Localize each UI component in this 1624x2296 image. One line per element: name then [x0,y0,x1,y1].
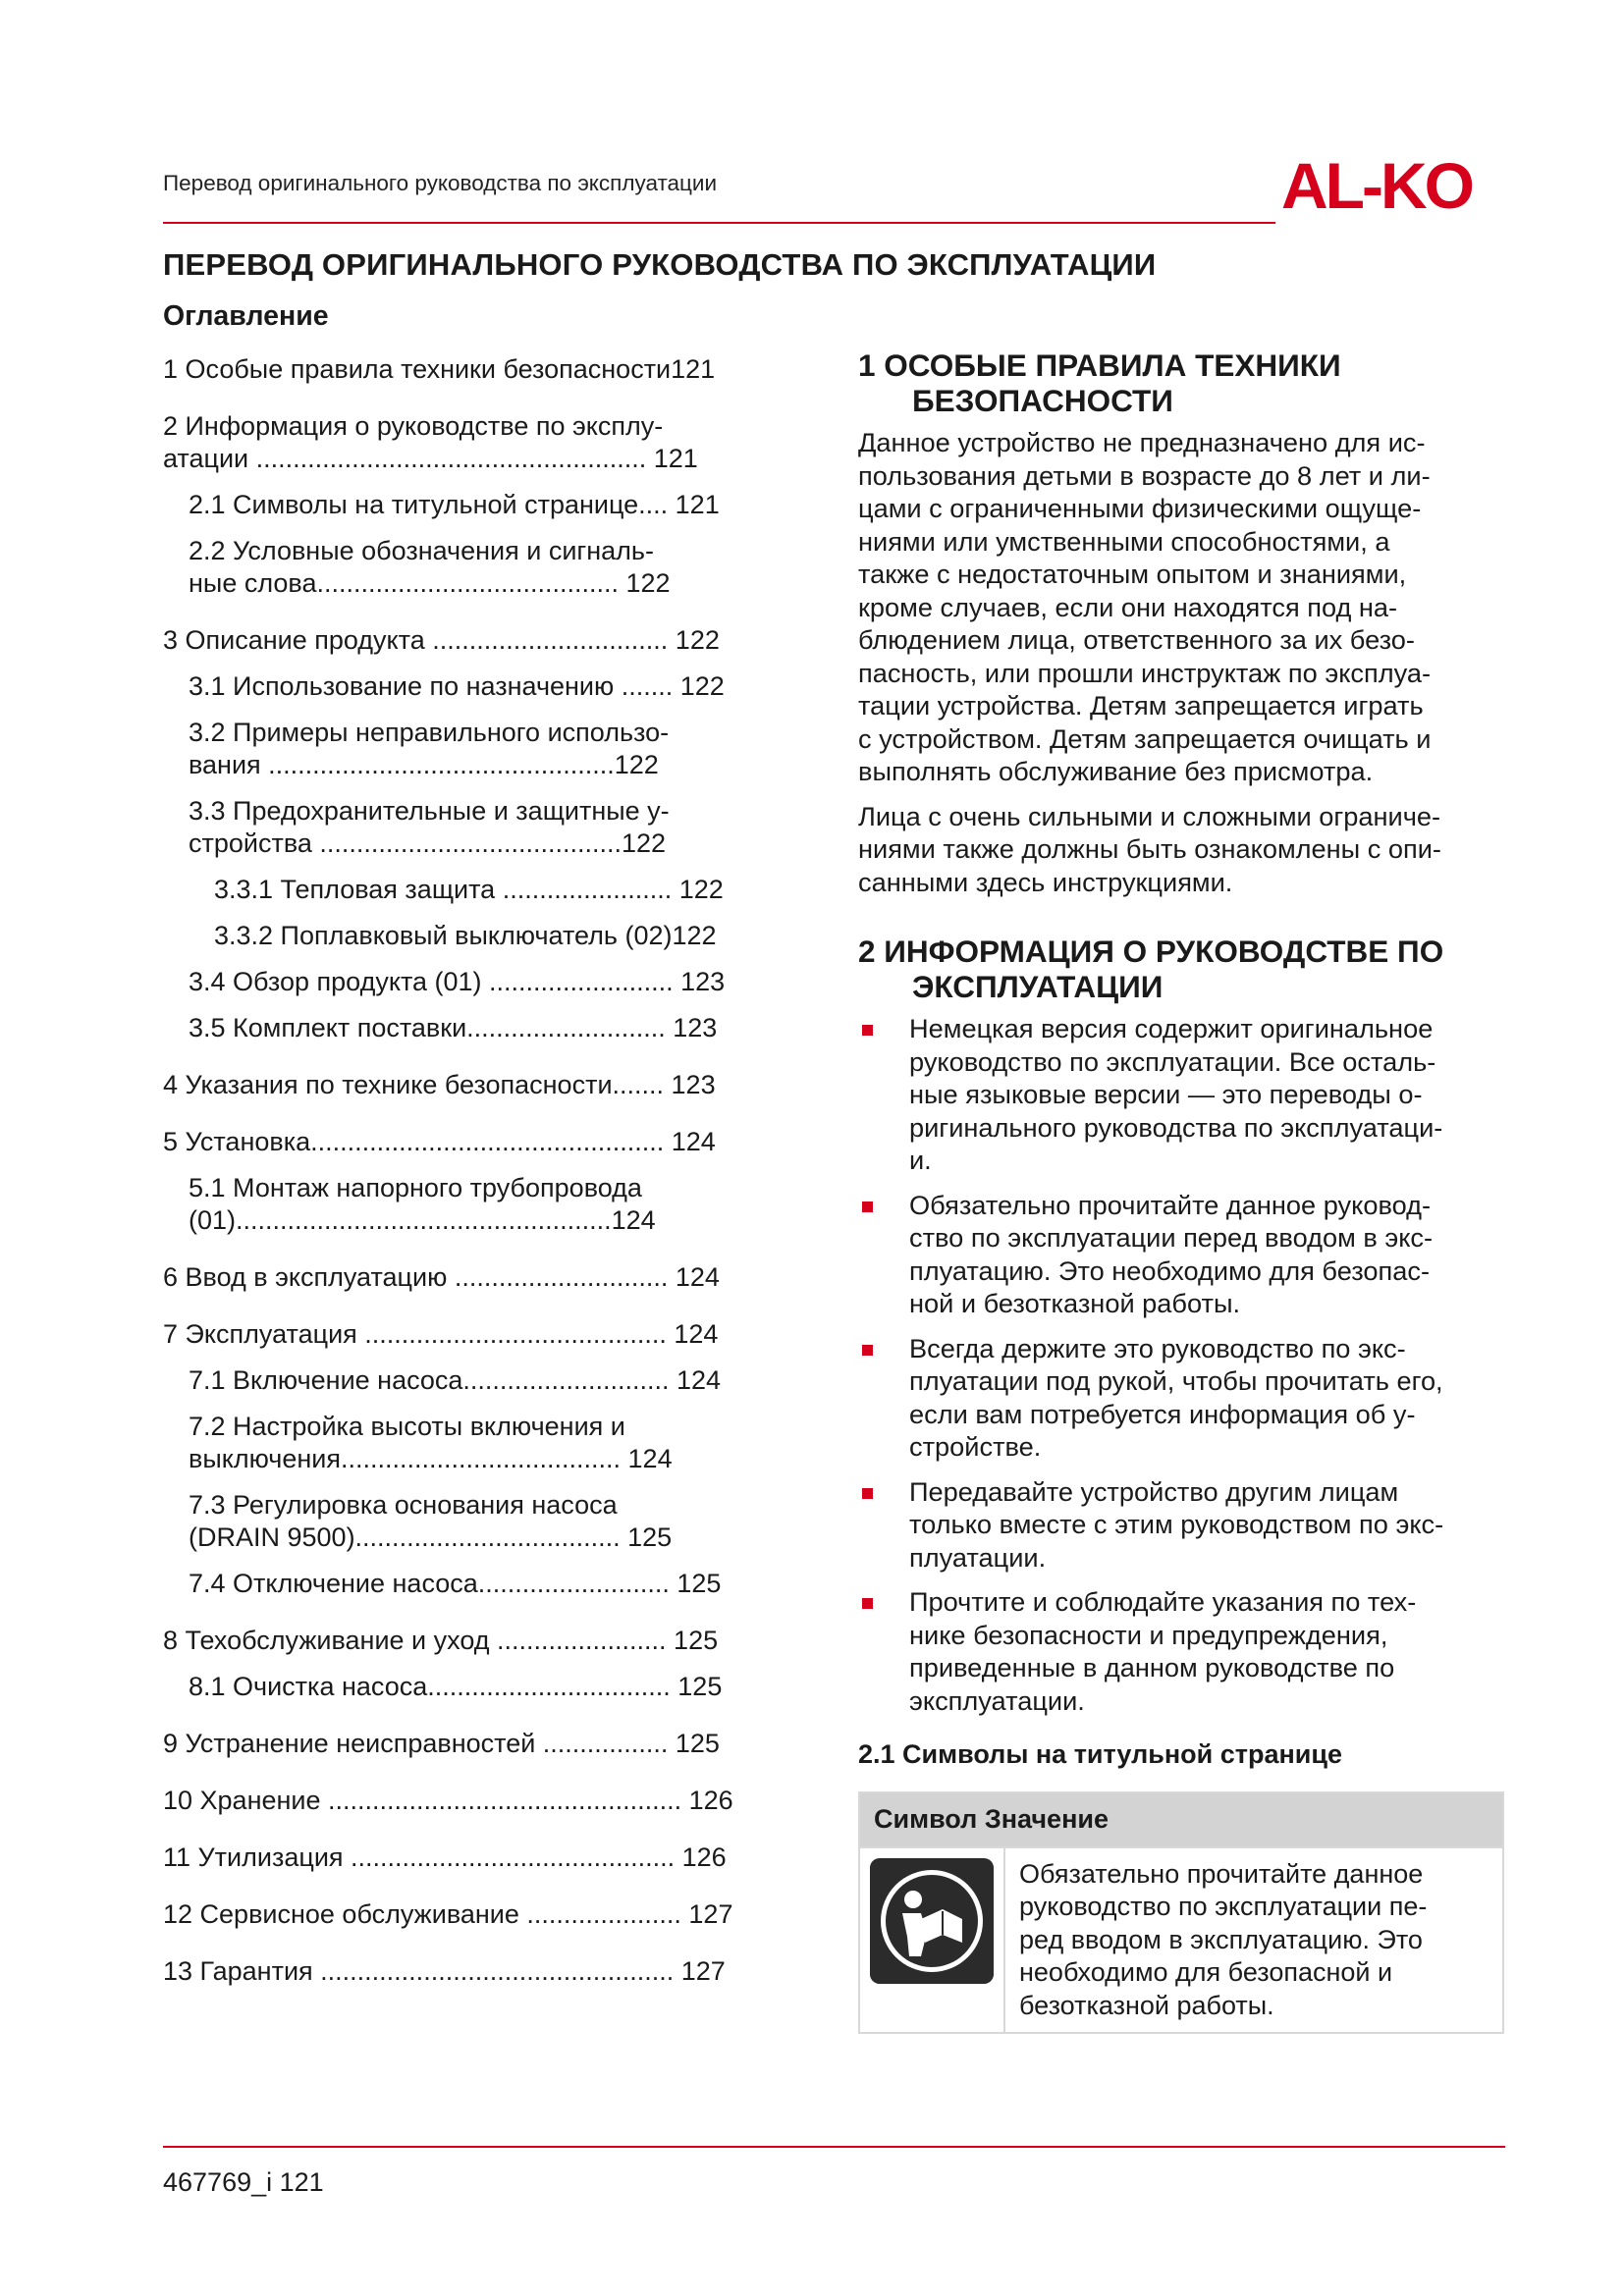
header-subtitle: Перевод оригинального руководства по эксплуатации [163,171,718,195]
section-1-heading: 1 ОСОБЫЕ ПРАВИЛА ТЕХНИКИ БЕЗОПАСНОСТИ [858,347,1341,418]
list-item: Передавайте устройство другим лицам только вместе с этим руководством по экс- плуатации. [858,1475,1506,1575]
section-2-heading: 2 ИНФОРМАЦИЯ О РУКОВОДСТВЕ ПО ЭКСПЛУАТАЦИИ [858,934,1444,1004]
list-item: Всегда держите это руководство по экс- плуатации под рукой, чтобы прочитать его, если вам потребуется информация об у- стройстве. [858,1332,1506,1464]
bullet-icon [862,1598,873,1609]
list-item: Прочтите и соблюдайте указания по тех- нике безопасности и предупреждения, приведенные в данном руководстве по эксплуатации. [858,1585,1506,1717]
symbols-table [858,1791,1504,2035]
toc-entry[interactable]: 6 Ввод в эксплуатацию ............................. 124 [163,1262,720,1292]
toc-entry[interactable]: 2.1 Символы на титульной странице.... 121 [189,490,720,519]
toc-title: Оглавление [163,300,329,332]
toc-entry[interactable]: 3.3.1 Тепловая защита ....................... 122 [214,875,724,904]
toc-entry[interactable]: 3.5 Комплект поставки........................... 123 [189,1013,718,1042]
table-header-row [859,1792,1503,1847]
table-of-contents [163,353,821,1988]
toc-entry[interactable]: 3.4 Обзор продукта (01) ......................... 123 [189,967,726,996]
toc-entry[interactable]: 9 Устранение неисправностей ................. 125 [163,1729,720,1758]
meaning-cell: Обязательно прочитайте данное руководство по эксплуатации пе- ред вводом в эксплуатацию. Это необходимо для безопасной и безотказной работы. [1004,1847,1503,2034]
toc-entry[interactable]: 3.3.2 Поплавковый выключатель (02)122 [214,921,717,950]
right-column [858,347,1506,2034]
toc-entry[interactable]: 2 Информация о руководстве по эксплу- атации ..................................................... 121 [163,411,698,473]
svg-text:AL-KO: AL-KO [1281,155,1472,218]
toc-entry[interactable]: 5 Установка................................................ 124 [163,1127,716,1156]
toc-entry[interactable]: 7.1 Включение насоса............................ 124 [189,1365,722,1395]
toc-entry[interactable]: 1 Особые правила техники безопасности121 [163,354,716,384]
list-item: Немецкая версия содержит оригинальное руководство по эксплуатации. Все осталь- ные языковые версии — это переводы о- ригинального руководства по эксплуатаци- и. [858,1012,1506,1177]
footer-doc-number: 467769_i 121 [163,2167,324,2197]
toc-entry[interactable]: 7.2 Настройка высоты включения и выключения...................................... 124 [189,1412,673,1473]
table-header: Символ Значение [859,1792,1503,1847]
toc-entry[interactable]: 4 Указания по технике безопасности....... 123 [163,1070,716,1099]
toc-entry[interactable]: 7.3 Регулировка основания насоса (DRAIN 9500).................................... 125 [189,1490,673,1552]
header-divider [163,222,1275,224]
toc-entry[interactable]: 5.1 Монтаж напорного трубопровода (01)...................................................124 [189,1173,656,1235]
toc-entry[interactable]: 3.3 Предохранительные и защитные у- стройства .........................................122 [189,796,670,858]
bullet-icon [862,1345,873,1356]
toc-entry[interactable]: 3 Описание продукта ................................ 122 [163,625,720,655]
section-1-paragraph-2: Лица с очень сильными и сложными ограниче- ниями также должны быть ознакомлены с опи- санными здесь инструкциями. [858,800,1441,897]
bullet-icon [862,1488,873,1499]
section-2-1-heading: 2.1 Символы на титульной странице [858,1739,1343,1769]
toc-entry[interactable]: 3.1 Использование по назначению ....... 122 [189,671,725,701]
bullet-icon [862,1201,873,1212]
footer-divider [163,2146,1505,2148]
toc-entry[interactable]: 7.4 Отключение насоса.......................... 125 [189,1569,722,1598]
read-manual-icon [870,1858,994,1984]
toc-entry[interactable]: 8.1 Очистка насоса................................. 125 [189,1672,723,1701]
section-1-paragraph-1: Данное устройство не предназначено для ис- пользования детьми в возрасте до 8 лет и ли- цами с ограниченными физическими ощуще- ниями или умственными способностями, а также с недостаточным опытом и знаниями, кроме случаев, если они находятся под на- блюдением лица, ответственного за их безо- пасность, или прошли инструктаж по эксплуа- тации устройства. Детям запрещается играть с устройством. Детям запрещается очищать и выполнять обслуживание без присмотра. [858,427,1432,786]
toc-entry[interactable]: 10 Хранение ................................................ 126 [163,1786,733,1815]
toc-entry[interactable]: 7 Эксплуатация ......................................... 124 [163,1319,719,1349]
toc-entry[interactable]: 12 Сервисное обслуживание ..................... 127 [163,1899,733,1929]
toc-entry[interactable]: 2.2 Условные обозначения и сигналь- ные слова......................................... 122 [189,536,671,598]
toc-entry[interactable]: 11 Утилизация ............................................ 126 [163,1842,727,1872]
bullet-icon [862,1025,873,1036]
list-item: Обязательно прочитайте данное руковод- ство по эксплуатации перед вводом в экс- плуатацию. Это необходимо для безопас- ной и безотказной работы. [858,1189,1506,1320]
toc-entry[interactable]: 3.2 Примеры неправильного использо- вания ...............................................122 [189,718,670,779]
symbol-cell [859,1847,1004,2034]
section-2-bullet-list [858,1012,1506,1717]
toc-entry[interactable]: 8 Техобслуживание и уход ....................... 125 [163,1626,719,1655]
toc-entry[interactable]: 13 Гарантия ................................................ 127 [163,1956,726,1986]
page-title: ПЕРЕВОД ОРИГИНАЛЬНОГО РУКОВОДСТВА ПО ЭКСПЛУАТАЦИИ [163,247,1157,282]
table-row [859,1847,1503,2034]
al-ko-logo [1281,155,1507,218]
